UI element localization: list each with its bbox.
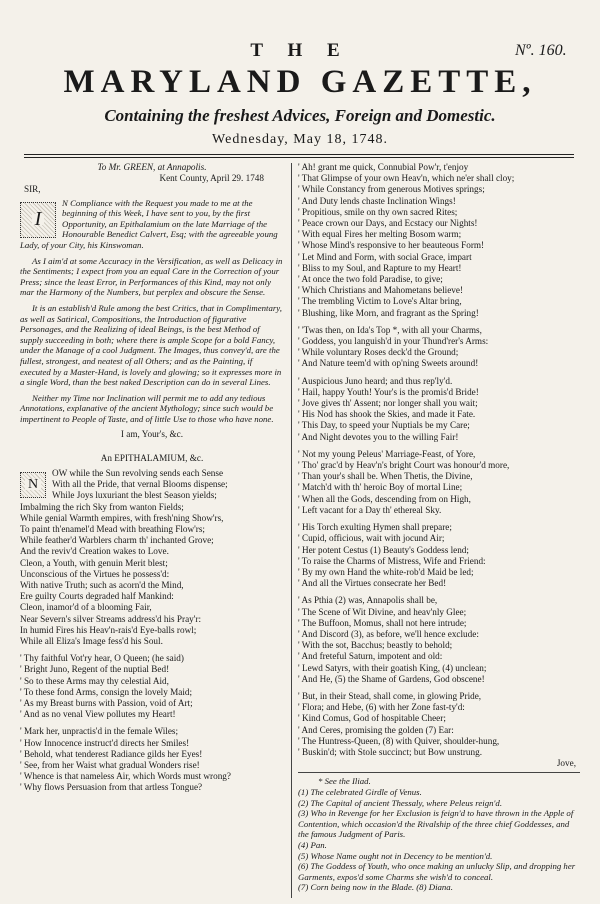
poem-line: ' But, in their Stead, shall come, in glowing Pride, xyxy=(298,690,482,701)
poem-line: ' The Buffoon, Momus, shall not here intrude; xyxy=(298,617,467,628)
poem-line: While Joys luxuriant the blest Season yields; xyxy=(52,490,217,501)
poem-line: Cleon, a Youth, with genuin Merit blest; xyxy=(20,557,168,568)
poem-line: ' Propitious, smile on thy own sacred Rites; xyxy=(298,206,458,217)
poem-stanza-2 xyxy=(20,653,284,720)
poem-line: ' Mark her, unpractis'd in the female Wiles; xyxy=(20,726,179,737)
poem-line: ' And He, (5) the Shame of Gardens, God obscene! xyxy=(298,673,485,684)
poem-line: Imbalming the rich Sky from wanton Fields; xyxy=(20,501,184,512)
poem-line: Near Severn's silver Streams address'd his Pray'r: xyxy=(20,613,202,624)
poem-line: ' And Ceres, promising the golden (7) Ear: xyxy=(298,724,454,735)
poem-line: And the reviv'd Creation wakes to Love. xyxy=(20,546,169,557)
poem-right-stanza-1 xyxy=(298,162,580,319)
poem-line: ' Why flows Persuasion from that artless Tongue? xyxy=(20,782,203,793)
poem-line: ' And all the Virtues consecrate her Bed! xyxy=(298,578,447,589)
poem-line: Cleon, inamor'd of a blooming Fair, xyxy=(20,602,152,613)
masthead-rule xyxy=(24,154,574,155)
poem-line: ' Her potent Cestus (1) Beauty's Goddess lend; xyxy=(298,544,469,555)
poem-line: ' And Discord (3), as before, we'll hence exclude: xyxy=(298,628,479,639)
poem-right-stanza-3 xyxy=(298,376,580,443)
masthead-the: T H E xyxy=(250,40,350,61)
poem-line: ' And freteful Saturn, impotent and old: xyxy=(298,651,443,662)
footnote: (7) Corn being now in the Blade. (8) Diana. xyxy=(298,882,453,893)
letter-paragraph-4: Neither my Time nor Inclination will permit me to add any tedious Annotations, explanative of the ancient Mythology; since such would be impertinent to People of Taste, and of little Use to those who have none. xyxy=(20,392,274,424)
poem-line: With all the Pride, that vernal Blooms dispense; xyxy=(52,479,228,490)
poem-line: ' Than your's shall be. When Thetis, the Divine, xyxy=(298,471,473,482)
footnote: (4) Pan. xyxy=(298,839,327,850)
footnote: (6) The Goddess of Youth, who once making an unlucky Slip, and dropping her Garments, expos'd some Charms she wish'd to conceal. xyxy=(298,861,576,882)
poem-line: ' Jove gives th' Assent; nor longer shall you wait; xyxy=(298,398,478,409)
poem-line: ' Match'd with th' heroic Boy of mortal Line; xyxy=(298,482,463,493)
poem-line: ' The Huntress-Queen, (8) with Quiver, shoulder-hung, xyxy=(298,735,500,746)
poem-line: ' Buskin'd; with Stole succinct; but Bow unstrung. xyxy=(298,746,482,757)
footnotes xyxy=(298,787,580,893)
poem-line: ' Let Mind and Form, with social Grace, impart xyxy=(298,251,472,262)
poem-line: While genial Warmth empires, with fresh'ning Show'rs, xyxy=(20,512,224,523)
poem-drop-cap xyxy=(20,472,46,498)
poem-line: ' As my Breast burns with Passion, void of Art; xyxy=(20,697,193,708)
poem-line: In humid Fires his Heav'n-rais'd Eye-balls rowl; xyxy=(20,624,197,635)
footnote: (5) Whose Name ought not in Decency to be mention'd. xyxy=(298,850,493,861)
poem-line: Ere guilty Courts degraded half Mankind: xyxy=(20,591,174,602)
poem-stanza-1-lines xyxy=(20,468,284,647)
newspaper-title: MARYLAND GAZETTE, xyxy=(63,64,537,100)
letter-address: To Mr. GREEN, at Annapolis. xyxy=(97,162,207,172)
poem-line: ' This Day, to speed your Nuptials be my Care; xyxy=(298,420,470,431)
left-column xyxy=(20,162,284,794)
drop-cap-ornament xyxy=(20,202,56,238)
right-column xyxy=(298,162,580,893)
poem-line: ' When all the Gods, descending from on High, xyxy=(298,493,471,504)
poem-line: ' And as no venal View pollutes my Heart! xyxy=(20,709,176,720)
letter-paragraph-2: As I aim'd at some Accuracy in the Versification, as well as Delicacy in the Sentiments; I expect from you an equal Care in the Correction of your Press; since the least Error, in Performances of this Kind, may not only mar the Harmony of the Numbers, but perplex and obscure the Sense. xyxy=(20,255,283,298)
poem-line: Unconscious of the Virtues he possess'd: xyxy=(20,568,170,579)
poem-line: ' 'Twas then, on Ida's Top *, with all your Charms, xyxy=(298,324,482,335)
notes-rule xyxy=(298,772,580,773)
poem-line: ' To these fond Arms, consign the lovely Maid; xyxy=(20,686,193,697)
letter-paragraph-1 xyxy=(20,198,284,251)
footnote: (2) The Capital of ancient Thessaly, where Peleus reign'd. xyxy=(298,797,503,808)
column-divider xyxy=(291,163,292,898)
poem-drop-cap-letter: N xyxy=(25,479,41,490)
poem-line: ' Not my young Peleus' Marriage-Feast, of Yore, xyxy=(298,448,476,459)
poem-line: ' And Nature teem'd with op'ning Sweets around! xyxy=(298,358,479,369)
poem-line: While all Eliza's Image fess'd his Soul. xyxy=(20,635,163,646)
footnote: (3) Who in Revenge for her Exclusion is feign'd to have thrown in the Apple of Contention, which occasion'd the Rivalship of the three chief Goddesses, and the famous Judgment of Paris. xyxy=(298,808,574,840)
poem-line: ' Thy faithful Vot'ry hear, O Queen; (he said) xyxy=(20,653,184,664)
poem-line: ' Behold, what tenderest Radiance gilds her Eyes! xyxy=(20,748,203,759)
poem-line: ' Ah! grant me quick, Connubial Pow'r, t'enjoy xyxy=(298,162,469,172)
poem-line: ' While Constancy from generous Motives springs; xyxy=(298,184,485,195)
poem-line: OW while the Sun revolving sends each Sense xyxy=(52,467,224,478)
poem-line: ' Hail, happy Youth! Your's is the promis'd Bride! xyxy=(298,386,479,397)
poem-line: ' Whence is that nameless Air, which Words must wrong? xyxy=(20,771,231,782)
poem-right-stanza-2 xyxy=(298,325,580,370)
poem-right-stanza-4 xyxy=(298,449,580,516)
poem-right-stanza-5 xyxy=(298,522,580,589)
poem-line: ' Goddess, you languish'd in your Thund'rer's Arms: xyxy=(298,336,489,347)
poem-line: ' To raise the Charms of Mistress, Wife and Friend: xyxy=(298,555,486,566)
poem-line: ' Lewd Satyrs, with their goatish King, (4) unclean; xyxy=(298,662,487,673)
poem-line: ' The Scene of Wit Divine, and heav'nly Glee; xyxy=(298,606,467,617)
poem-line: ' See, from her Waist what gradual Wonders rise! xyxy=(20,759,200,770)
poem-line: ' By my own Hand the white-rob'd Maid be led; xyxy=(298,566,474,577)
poem-line: ' That Glimpse of your own Heav'n, which ne'er shall cloy; xyxy=(298,173,515,184)
footnote: (1) The celebrated Girdle of Venus. xyxy=(298,786,422,797)
poem-line: ' Bright Juno, Regent of the nuptial Bed! xyxy=(20,664,170,675)
poem-right-stanza-6 xyxy=(298,595,580,685)
masthead-rule-double xyxy=(24,157,574,158)
poem-line: ' At once the two fold Paradise, to give; xyxy=(298,274,443,285)
poem-line: ' And Night devotes you to the willing Fair! xyxy=(298,431,459,442)
poem-line: ' And Duty lends chaste Inclination Wings! xyxy=(298,195,456,206)
poem-heading: An EPITHALAMIUM, &c. xyxy=(100,452,204,463)
poem-line: ' Left vacant for a Day th' ethereal Sky. xyxy=(298,504,442,515)
poem-line: ' Kind Comus, God of hospitable Cheer; xyxy=(298,713,446,724)
poem-line: ' Flora; and Hebe, (6) with her Zone fast-ty'd: xyxy=(298,702,465,713)
poem-line: ' Tho' grac'd by Heav'n's bright Court was honour'd more, xyxy=(298,460,510,471)
newspaper-subtitle: Containing the freshest Advices, Foreign and Domestic. xyxy=(104,106,496,125)
issue-number: Nº. 160. xyxy=(515,42,567,59)
poem-stanza-3 xyxy=(20,726,284,793)
drop-cap-letter: I xyxy=(32,214,45,225)
poem-line: ' So to these Arms may thy celestial Aid, xyxy=(20,675,169,686)
poem-line: ' Bliss to my Soul, and Rapture to my Heart! xyxy=(298,262,462,273)
poem-line: ' Whose Mind's responsive to her beauteous Form! xyxy=(298,240,485,251)
poem-line: ' With the sot, Bacchus; beastly to behold; xyxy=(298,640,453,651)
poem-line: ' As Pthia (2) was, Annapolis shall be, xyxy=(298,595,438,606)
dateline: Wednesday, May 18, 1748. xyxy=(212,132,388,147)
letter-place-date: Kent County, April 29. 1748 xyxy=(159,173,264,184)
poem-stanza-1 xyxy=(20,468,284,647)
poem-line: To paint th'enamel'd Mead with breathing Flow'rs; xyxy=(20,523,205,534)
poem-line: ' His Torch exulting Hymen shall prepare; xyxy=(298,522,452,533)
poem-right-stanza-7 xyxy=(298,691,580,758)
letter-salutation: SIR, xyxy=(24,184,41,195)
poem-line: ' While voluntary Roses deck'd the Ground; xyxy=(298,347,459,358)
poem-line: With native Truth; such as acorn'd the Mind, xyxy=(20,579,184,590)
poem-line: ' Blushing, like Morn, and fragrant as the Spring! xyxy=(298,307,479,318)
poem-line: ' Peace crown our Days, and Ecstacy our Nights! xyxy=(298,218,478,229)
poem-line: ' Auspicious Juno heard; and thus rep'ly'd. xyxy=(298,375,453,386)
poem-line: ' Which Christians and Mahometans believe! xyxy=(298,285,464,296)
poem-line: While feather'd Warblers charm th' inchanted Grove; xyxy=(20,535,214,546)
poem-line: ' His Nod has shook the Skies, and made it Fate. xyxy=(298,409,476,420)
poem-line: ' With equal Fires her melting Bosom warm; xyxy=(298,229,462,240)
poem-line: ' How Innocence instruct'd directs her Smiles! xyxy=(20,737,190,748)
note-star: * See the Iliad. xyxy=(318,776,371,787)
letter-paragraph-1-text: N Compliance with the Request you made to me at the beginning of this Week, I have sent to you, by the first Opportunity, an Epithalamium on the late Marriage of the Honourable Benedict Calvert, Esq; with the agreeable young Lady, of your City, his Kinswoman. xyxy=(20,197,278,250)
letter-closing: I am, Your's, &c. xyxy=(120,429,184,440)
poem-line: ' Cupid, officious, wait with jocund Air; xyxy=(298,533,445,544)
catchword: Jove, xyxy=(556,758,576,769)
letter-paragraph-3: It is an establish'd Rule among the best Critics, that in Complimentary, as well as Satirical, Compositions, the Introduction of figurative Personages, and the Realizing of ideal Beings, is the best Method of supply succeeding in both; where there is ample Scope for a bold Fancy, under the Manage of a cool Judgment. The Images, thus convey'd, are the fullest, strongest, and neatest of all Others; and as the Painting, if executed by a Master-Hand, is lovely and glowing; so it expresses more in a single Word, than the best naked Description can do in several Lines. xyxy=(20,302,282,388)
poem-line: ' The trembling Victim to Love's Altar bring, xyxy=(298,296,462,307)
